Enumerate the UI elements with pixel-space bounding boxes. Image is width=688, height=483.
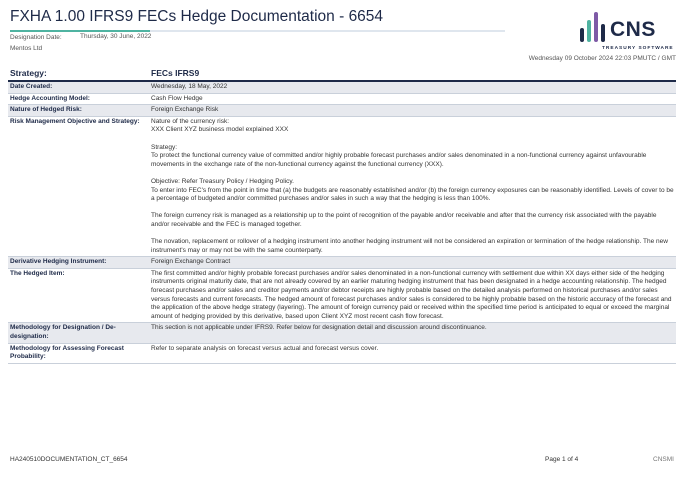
designation-date-value: Thursday, 30 June, 2022 (80, 33, 152, 40)
row-paragraph: Foreign Exchange Risk (151, 106, 219, 114)
row-paragraph: Refer to separate analysis on forecast versus actual and forecast versus cover. (151, 344, 379, 352)
row-paragraph: The first committed and/or highly probable forecast purchases and/or sales denominated in a non-functional currency with settlement due within XX days either side of the hedging instruments original maturity date, that are not already covered by an earlier maturing hedging instrument that has been designated in a hedge accounting relationship. The hedged forecast purchases and/or sales and creditor payments and/or debtor receipts are highly probable based on the detailed analysis performed on historical purchases and/or sales versus forecasts and current forecasts. The hedged amount of forecast purchases and/or sales is considered to be highly probable based on the historic accuracy of the forecast and the application of the above hedge strategy (layering). The amount of foreign currency paid or received within the specified time period is anticipated to equal or exceed the marginal amount of hedging provided by this derivative, based upon Client XYZ most recent cash flow forecast. (151, 269, 672, 320)
table-row (8, 94, 676, 106)
row-paragraph: The foreign currency risk is managed as a relationship up to the point of recognition of the payable and/or receivable and after that the currency risk associated with the payable and/or receivable and the FEC is managed together. (151, 212, 657, 228)
logo-tagline: TREASURY SOFTWARE (602, 46, 674, 51)
row-paragraph: Cash Flow Hedge (151, 94, 203, 102)
logo-bar (587, 20, 591, 42)
row-paragraph: Nature of the currency risk: XXX Client XYZ business model explained XXX (151, 117, 289, 134)
row-label: Methodology for Assessing Forecast Probability: (10, 344, 124, 361)
logo-bar (594, 12, 598, 42)
table-row (8, 344, 676, 364)
document-title: FXHA 1.00 IFRS9 FECs Hedge Documentation - 6654 (10, 8, 384, 25)
row-label: The Hedged Item: (10, 269, 65, 277)
hedge-documentation-table (8, 66, 676, 364)
cns-logo (580, 10, 676, 54)
row-value (149, 82, 676, 93)
footer-brand: CNSMI (653, 456, 674, 463)
row-label: Nature of Hedged Risk: (10, 106, 82, 114)
table-row (8, 269, 676, 324)
row-value (149, 323, 676, 342)
row-paragraph: Wednesday, 18 May, 2022 (151, 83, 228, 90)
row-paragraph: This section is not applicable under IFRS9. Refer below for designation detail and discussion around discontinuance. (151, 324, 487, 332)
strategy-row (8, 66, 676, 82)
row-paragraph: The novation, replacement or rollover of a hedging instrument into another hedging instrument will not be considered an expiration or termination of the hedge relationship. The new instrument's may or may not be with the same counterparty. (151, 238, 668, 254)
table-row (8, 323, 676, 343)
logo-bars-icon (580, 12, 605, 42)
row-label: Date Created: (10, 83, 53, 90)
documentation-rows (8, 82, 676, 364)
report-timestamp: Wednesday 09 October 2024 22:03 PMUTC / GMT (528, 55, 676, 62)
row-paragraph: Objective: Refer Treasury Policy / Hedging Policy. To enter into FEC's from the point in time that (a) the budgets are reasonably established and/or (b) the foreign currency exposures can be reasonably identified. Levels of cover to be a percentage of budgeted and/or committed purchases and/or sales in such a way that the hedging is less than 100%. (151, 177, 674, 203)
row-label: Risk Management Objective and Strategy: (10, 117, 140, 125)
table-row (8, 105, 676, 117)
row-value (149, 257, 676, 268)
row-value (149, 117, 676, 257)
strategy-label: Strategy: (10, 68, 47, 78)
strategy-value: FECs IFRS9 (151, 68, 200, 78)
logo-bar (601, 24, 605, 42)
row-label: Methodology for Designation / De-designation: (10, 324, 116, 341)
table-row (8, 257, 676, 269)
logo-name: CNS (610, 18, 656, 41)
title-accent-rule (10, 30, 150, 32)
row-label: Hedge Accounting Model: (10, 94, 90, 102)
row-value (149, 344, 676, 363)
row-label: Derivative Hedging Instrument: (10, 258, 107, 266)
footer-page-number: Page 1 of 4 (545, 456, 579, 463)
row-value (149, 269, 676, 323)
table-row (8, 117, 676, 258)
company-name: Mentos Ltd (10, 45, 43, 52)
designation-date-label: Designation Date: (10, 34, 62, 41)
row-value (149, 94, 676, 105)
logo-bar (580, 28, 584, 42)
footer-document-id: HA240510DOCUMENTATION_CT_6654 (10, 456, 128, 463)
table-row (8, 82, 676, 94)
row-paragraph: Strategy: To protect the functional currency value of committed and/or highly probable forecast purchases and/or sales denominated in a non-functional currency against unfavourable movements in the exchange rate of the non-functional currency against the functional currency (XXX). (151, 143, 647, 168)
title-rule (150, 30, 505, 32)
row-value (149, 105, 676, 116)
row-paragraph: Foreign Exchange Contract (151, 258, 231, 266)
